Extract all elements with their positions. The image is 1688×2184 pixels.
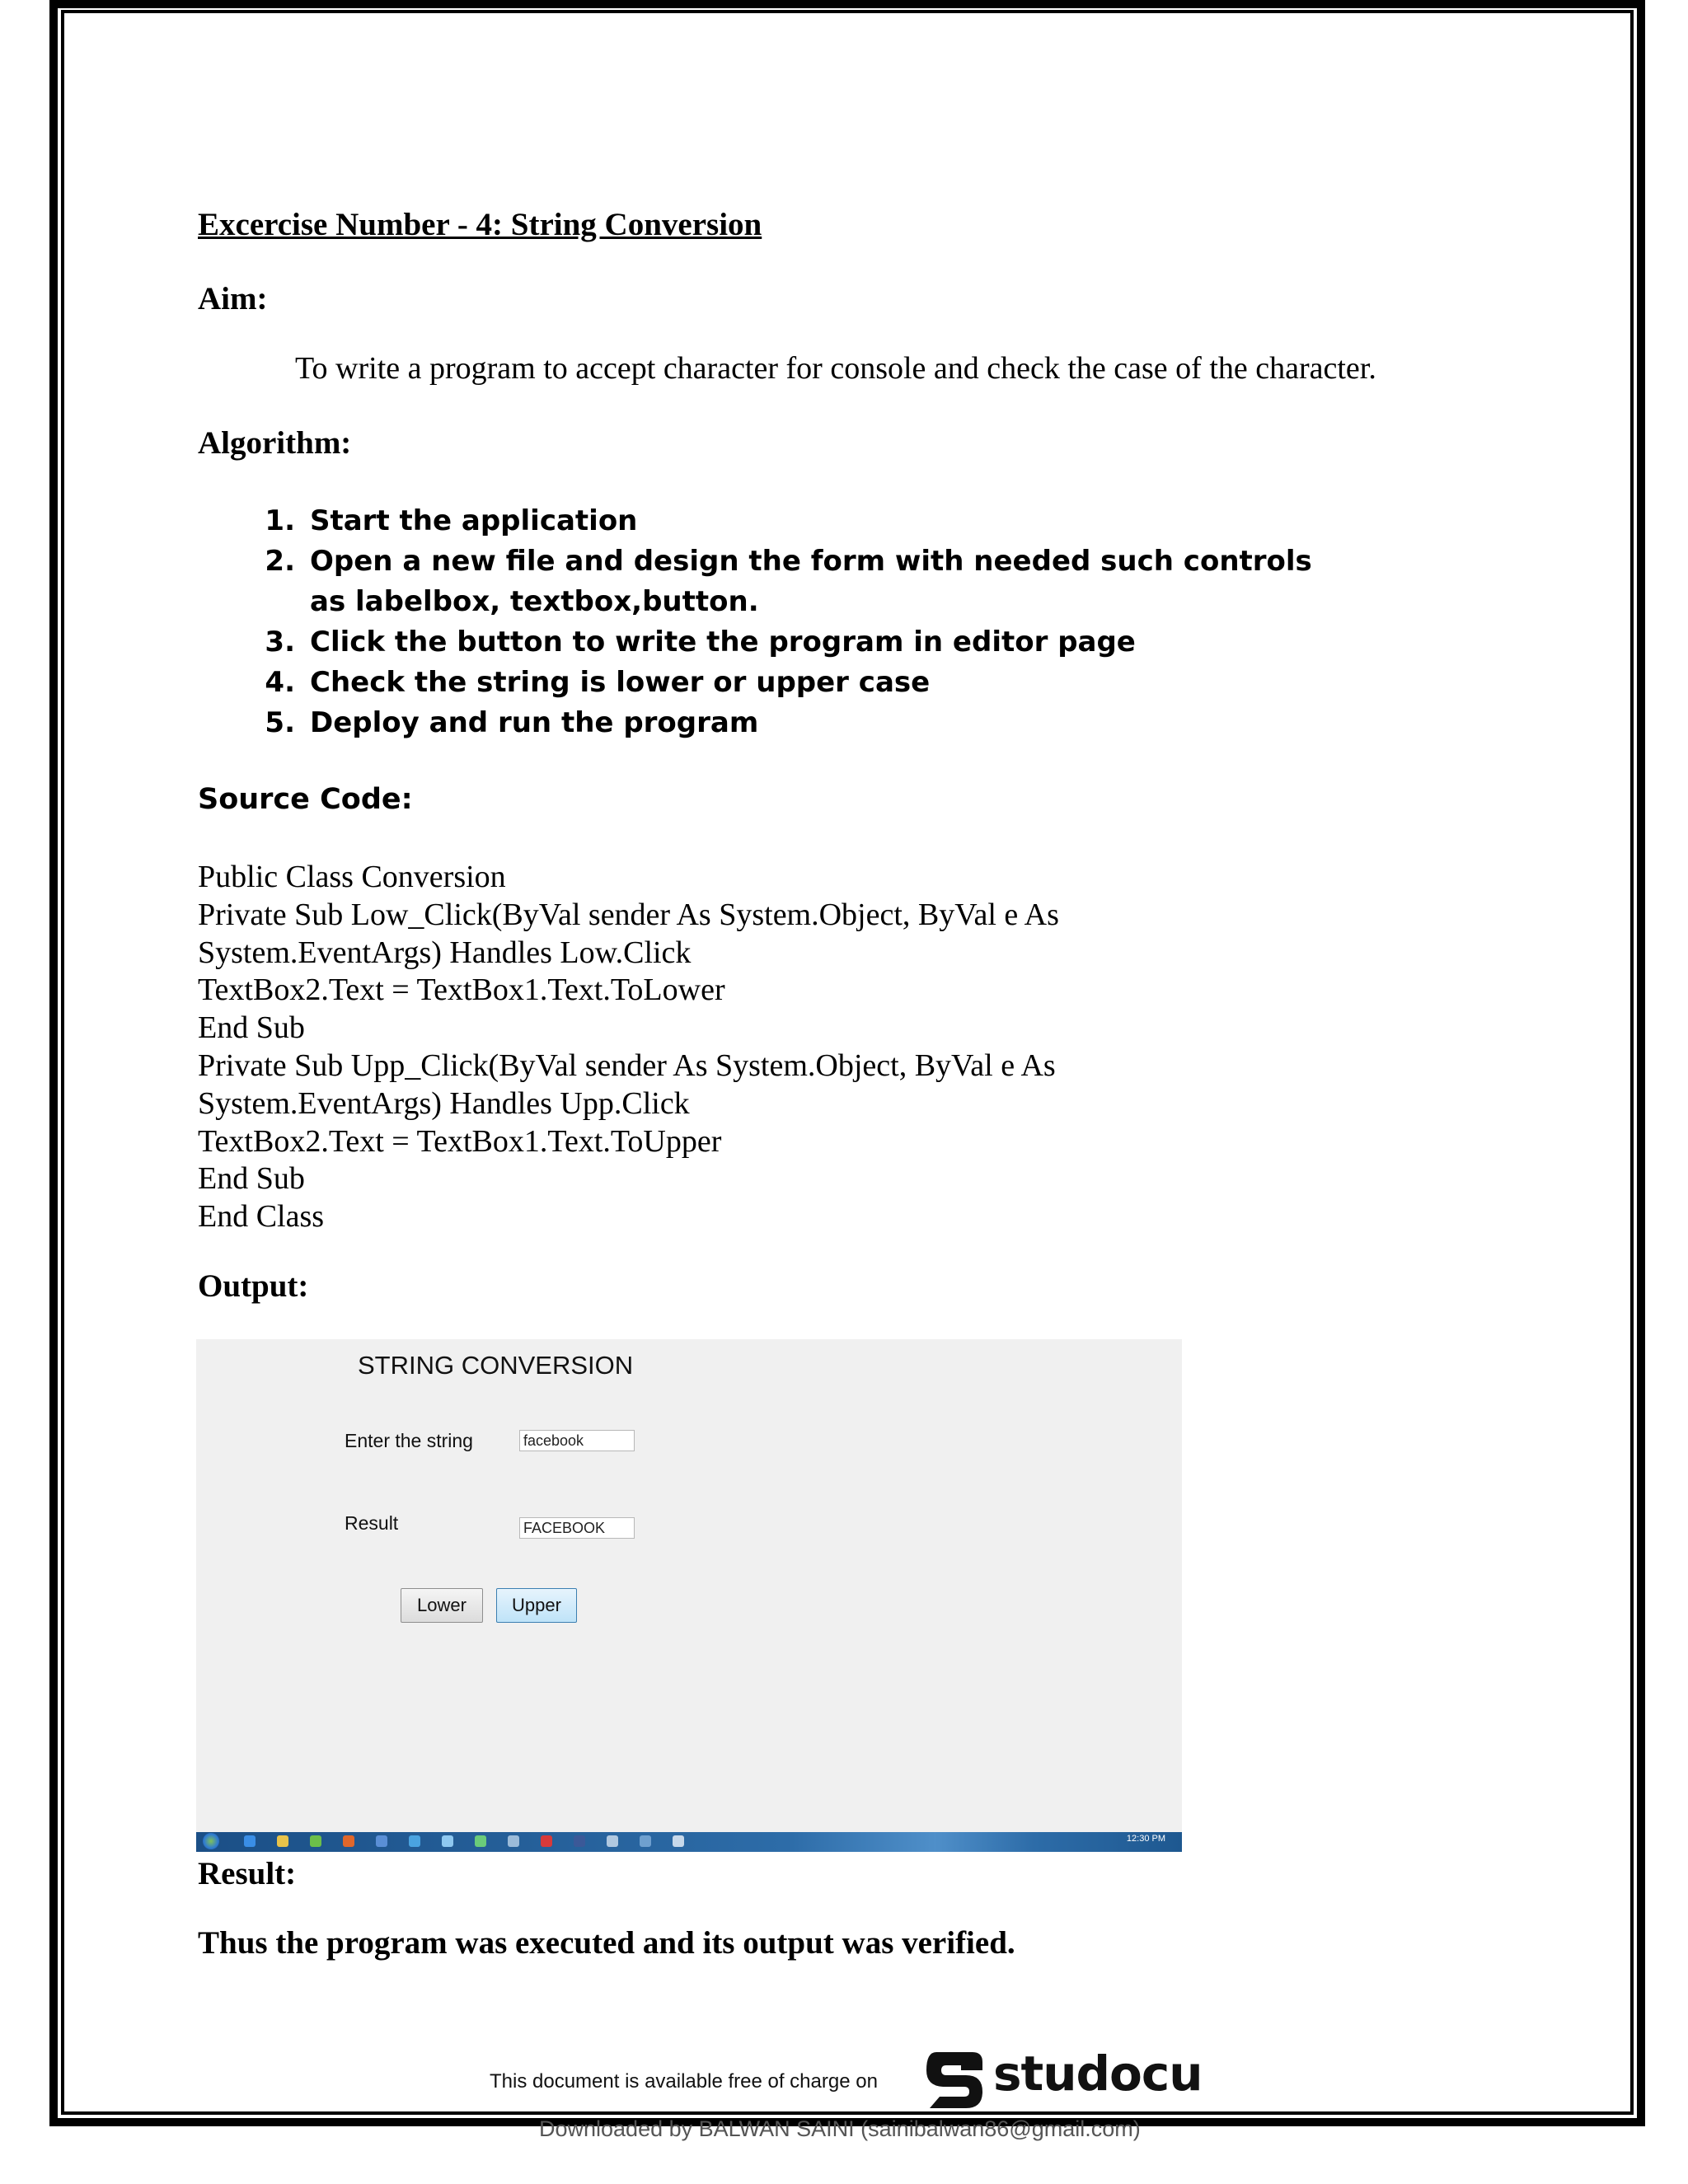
input-label: Enter the string (345, 1430, 473, 1451)
app-icon[interactable] (409, 1835, 420, 1847)
input-textbox[interactable]: facebook (519, 1430, 635, 1451)
algorithm-step (198, 622, 1368, 663)
start-orb-icon[interactable] (203, 1833, 219, 1849)
step-number: 5. (265, 706, 295, 739)
code-line: End Class (198, 1199, 325, 1235)
app-icon[interactable] (673, 1835, 684, 1847)
ie-icon[interactable] (244, 1835, 256, 1847)
result-heading: Result: (198, 1856, 297, 1891)
form-title: STRING CONVERSION (358, 1351, 634, 1380)
app-icon[interactable] (310, 1835, 321, 1847)
step-number: 3. (265, 626, 295, 658)
app-icon[interactable] (376, 1835, 387, 1847)
app-icon[interactable] (607, 1835, 618, 1847)
output-screenshot (196, 1339, 1182, 1852)
step-number: 2. (265, 545, 295, 578)
app-icon[interactable] (343, 1835, 354, 1847)
algorithm-step (198, 663, 1368, 703)
app-icon[interactable] (442, 1835, 453, 1847)
app-icon[interactable] (508, 1835, 519, 1847)
code-line: Private Sub Upp_Click(ByVal sender As System.Object, ByVal e As (198, 1047, 1056, 1083)
result-label: Result (345, 1512, 399, 1534)
code-line: TextBox2.Text = TextBox1.Text.ToUpper (198, 1123, 722, 1159)
app-icon[interactable] (475, 1835, 486, 1847)
code-line: System.EventArgs) Handles Upp.Click (198, 1085, 690, 1121)
algorithm-list (198, 501, 1368, 743)
step-text: Start the application (310, 504, 638, 537)
studocu-logo-icon (921, 2047, 987, 2113)
code-line: Private Sub Low_Click(ByVal sender As System.Object, ByVal e As (198, 897, 1059, 932)
opera-icon[interactable] (541, 1835, 552, 1847)
upper-button[interactable]: Upper (496, 1588, 577, 1623)
code-line: End Sub (198, 1161, 305, 1197)
step-text: Check the string is lower or upper case (310, 666, 931, 699)
algorithm-step (198, 501, 1368, 541)
windows-taskbar (196, 1832, 1182, 1852)
footer-available-text: This document is available free of charge on (490, 2070, 878, 2093)
downloaded-by-text: Downloaded by BALWAN SAINI (sainibalwan86@gmail.com) (539, 2116, 1141, 2141)
step-number: 4. (265, 666, 295, 699)
step-text: Click the button to write the program in editor page (310, 626, 1136, 658)
folder-icon[interactable] (277, 1835, 288, 1847)
lower-button[interactable]: Lower (401, 1588, 483, 1623)
code-line: End Sub (198, 1010, 305, 1046)
aim-text: To write a program to accept character for console and check the case of the character. (295, 351, 1376, 386)
step-text: Deploy and run the program (310, 706, 759, 739)
code-line: TextBox2.Text = TextBox1.Text.ToLower (198, 972, 725, 1008)
taskbar-clock: 12:30 PM (1126, 1834, 1165, 1844)
algorithm-step (198, 541, 1368, 622)
studocu-brand-text[interactable]: studocu (993, 2046, 1203, 2102)
code-line: Public Class Conversion (198, 860, 506, 894)
exercise-title: Excercise Number - 4: String Conversion (198, 207, 762, 242)
facebook-icon[interactable] (574, 1835, 585, 1847)
source-code-heading: Source Code: (198, 783, 413, 816)
algorithm-step (198, 703, 1368, 743)
result-text: Thus the program was executed and its output was verified. (198, 1925, 1015, 1961)
app-icon[interactable] (640, 1835, 651, 1847)
step-text: Open a new file and design the form with needed such controls as labelbox, textbox,button. (310, 545, 1312, 618)
step-number: 1. (265, 504, 295, 537)
code-line: System.EventArgs) Handles Low.Click (198, 935, 692, 970)
source-code-block (198, 859, 1059, 1236)
aim-heading: Aim: (198, 281, 268, 316)
output-heading: Output: (198, 1268, 309, 1304)
algorithm-heading: Algorithm: (198, 425, 352, 461)
result-textbox[interactable]: FACEBOOK (519, 1517, 635, 1539)
